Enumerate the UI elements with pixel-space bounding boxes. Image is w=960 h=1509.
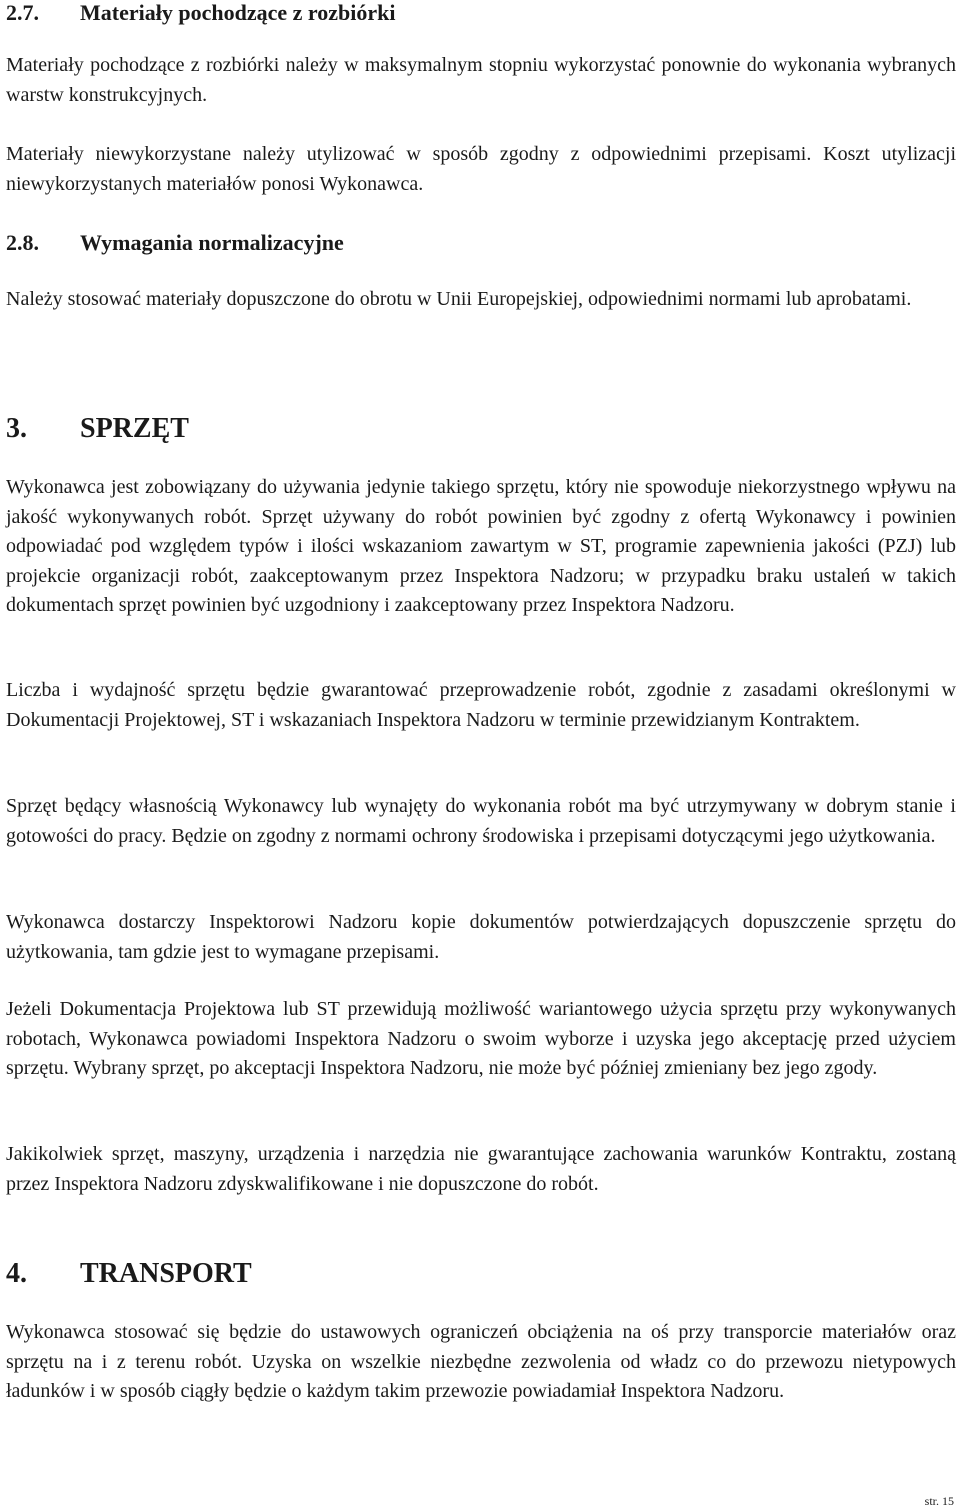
section-title: Wymagania normalizacyjne: [80, 230, 344, 255]
section-title: TRANSPORT: [80, 1258, 252, 1289]
section-3-heading: [6, 413, 189, 445]
section-number: 4.: [6, 1258, 27, 1289]
section-title: SPRZĘT: [80, 413, 189, 444]
paragraph: Materiały niewykorzystane należy utylizować w sposób zgodny z odpowiednimi przepisami. Koszt utylizacji niewykorzystanych materiałów ponosi Wykonawca.: [6, 143, 956, 195]
paragraph: Należy stosować materiały dopuszczone do obrotu w Unii Europejskiej, odpowiednimi normami lub aprobatami.: [6, 288, 912, 310]
section-number: 2.8.: [6, 230, 39, 255]
page-number: str. 15: [924, 1494, 954, 1508]
section-4-heading: [6, 1258, 252, 1290]
paragraph: Materiały pochodzące z rozbiórki należy w maksymalnym stopniu wykorzystać ponownie do wykonania wybranych warstw konstrukcyjnych.: [6, 54, 956, 106]
section-2-8-heading: [6, 230, 344, 256]
paragraph: Wykonawca jest zobowiązany do używania jedynie takiego sprzętu, który nie spowoduje niekorzystnego wpływu na jakość wykonywanych robót. Sprzęt używany do robót powinien być zgodny z ofertą Wykonawcy i powinien odpowiadać pod względem typów i ilości wskazaniom zawartym w ST, programie zapewnienia jakości (PZJ) lub projekcie organizacji robót, zaakceptowanym przez Inspektora Nadzoru; w przypadku braku ustaleń w takich dokumentach sprzęt powinien być uzgodniony i zaakceptowany przez Inspektora Nadzoru.: [6, 476, 956, 616]
paragraph: Sprzęt będący własnością Wykonawcy lub wynajęty do wykonania robót ma być utrzymywany w dobrym stanie i gotowości do pracy. Będzie on zgodny z normami ochrony środowiska i przepisami dotyczącymi jego użytkowania.: [6, 795, 956, 847]
paragraph: Jeżeli Dokumentacja Projektowa lub ST przewidują możliwość wariantowego użycia sprzętu przy wykonywanych robotach, Wykonawca powiadomi Inspektora Nadzoru o swoim wyborze i uzyska jego akceptację przed użyciem sprzętu. Wybrany sprzęt, po akceptacji Inspektora Nadzoru, nie może być później zmieniany bez jego zgody.: [6, 998, 956, 1079]
paragraph: Wykonawca dostarczy Inspektorowi Nadzoru kopie dokumentów potwierdzających dopuszczenie sprzętu do użytkowania, tam gdzie jest to wymagane przepisami.: [6, 911, 956, 963]
section-title: Materiały pochodzące z rozbiórki: [80, 0, 396, 25]
section-number: 3.: [6, 413, 27, 444]
section-2-7-heading: [6, 0, 395, 26]
paragraph: Jakikolwiek sprzęt, maszyny, urządzenia i narzędzia nie gwarantujące zachowania warunków Kontraktu, zostaną przez Inspektora Nadzoru zdyskwalifikowane i nie dopuszczone do robót.: [6, 1143, 956, 1195]
paragraph: Liczba i wydajność sprzętu będzie gwarantować przeprowadzenie robót, zgodnie z zasadami określonymi w Dokumentacji Projektowej, ST i wskazaniach Inspektora Nadzoru w terminie przewidzianym Kontraktem.: [6, 679, 956, 731]
section-number: 2.7.: [6, 0, 39, 25]
paragraph: Wykonawca stosować się będzie do ustawowych ograniczeń obciążenia na oś przy transporcie materiałów oraz sprzętu na i z terenu robót. Uzyska on wszelkie niezbędne zezwolenia od władz co do przewozu nietypowych ładunków i w sposób ciągły będzie o każdym takim przewozie powiadamiał Inspektora Nadzoru.: [6, 1321, 956, 1402]
